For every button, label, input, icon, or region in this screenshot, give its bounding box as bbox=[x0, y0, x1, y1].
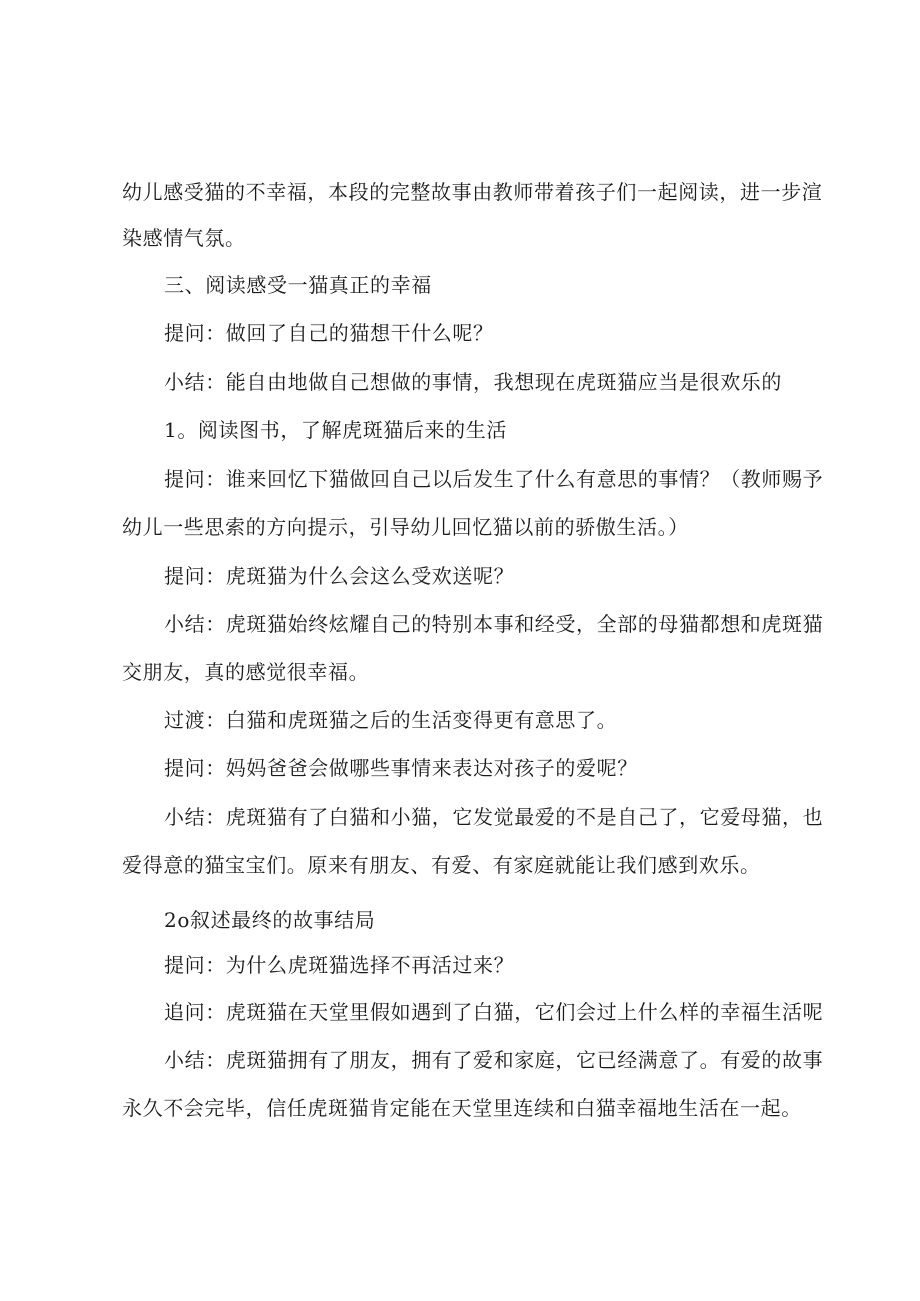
paragraph-line: 交朋友，真的感觉很幸福。 bbox=[122, 660, 370, 684]
paragraph-line: 幼儿一些思索的方向提示，引导幼儿回忆猫以前的骄傲生活。） bbox=[122, 515, 689, 539]
subsection-heading: 1。阅读图书，了解虎斑猫后来的生活 bbox=[164, 418, 507, 442]
paragraph-line: 小结：虎斑猫有了白猫和小猫，它发觉最爱的不是自己了，它爱母猫，也 bbox=[164, 805, 824, 829]
paragraph-line: 提问：谁来回忆下猫做回自己以后发生了什么有意思的事情？（教师赐予 bbox=[164, 467, 824, 491]
paragraph-line: 染感情气氛。 bbox=[122, 226, 246, 250]
paragraph-line: 提问：妈妈爸爸会做哪些事情来表达对孩子的爱呢？ bbox=[164, 756, 638, 780]
paragraph-line: 提问：虎斑猫为什么会这么受欢送呢？ bbox=[164, 564, 515, 588]
paragraph-line: 过渡：白猫和虎斑猫之后的生活变得更有意思了。 bbox=[164, 708, 618, 732]
paragraph-line: 小结：虎斑猫拥有了朋友，拥有了爱和家庭，它已经满意了。有爱的故事 bbox=[164, 1048, 824, 1072]
paragraph-line: 追问：虎斑猫在天堂里假如遇到了白猫，它们会过上什么样的幸福生活呢 bbox=[164, 1000, 824, 1024]
paragraph-line: 提问：为什么虎斑猫选择不再活过来？ bbox=[164, 953, 515, 977]
paragraph-line: 小结：虎斑猫始终炫耀自己的特别本事和经受，全部的母猫都想和虎斑猫 bbox=[164, 612, 824, 636]
paragraph-line: 永久不会完毕，信任虎斑猫肯定能在天堂里连续和白猫幸福地生活在一起。 bbox=[122, 1096, 802, 1120]
paragraph-line: 爱得意的猫宝宝们。原来有朋友、有爱、有家庭就能让我们感到欢乐。 bbox=[122, 853, 761, 877]
subsection-heading: 2o叙述最终的故事结局 bbox=[164, 908, 376, 932]
section-heading: 三、阅读感受一猫真正的幸福 bbox=[164, 273, 432, 297]
paragraph-line: 小结：能自由地做自己想做的事情，我想现在虎斑猫应当是很欢乐的 bbox=[164, 370, 782, 394]
paragraph-line: 幼儿感受猫的不幸福，本段的完整故事由教师带着孩子们一起阅读，进一步渲 bbox=[122, 180, 823, 204]
paragraph-line: 提问：做回了自己的猫想干什么呢？ bbox=[164, 321, 494, 345]
